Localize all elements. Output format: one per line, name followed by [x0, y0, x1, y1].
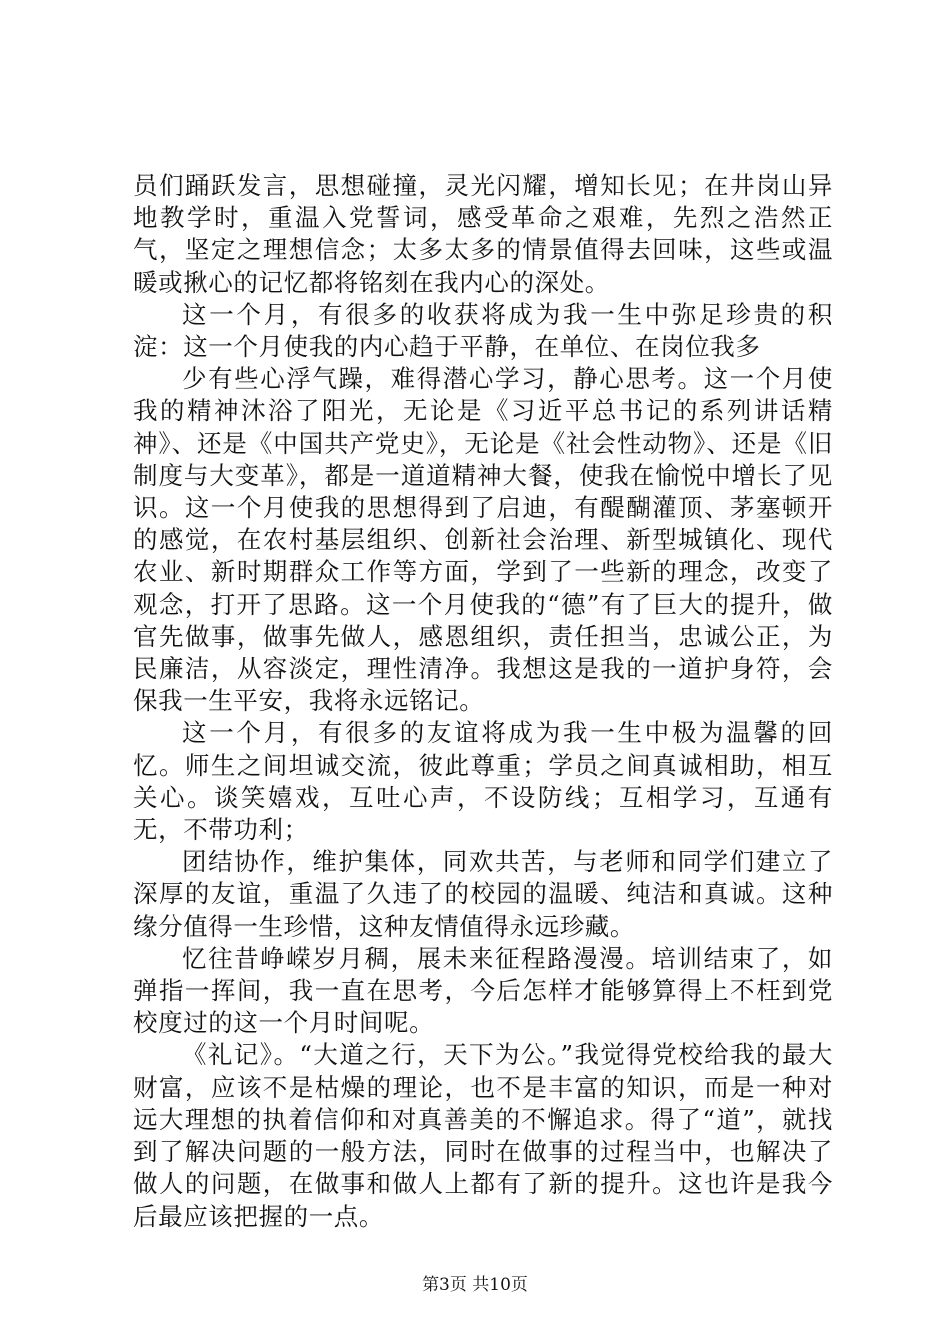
paragraph-3: 少有些心浮气躁，难得潜心学习，静心思考。这一个月使我的精神沐浴了阳光，无论是《习近平总书记的系列讲话精神》、还是《中国共产党史》，无论是《社会性动物》、还是《旧制度与大变革》，都是一道道精神大餐，使我在愉悦中增长了见识。这一个月使我的思想得到了启迪，有醍醐灌顶、茅塞顿开的感觉，在农村基层组织、创新社会治理、新型城镇化、现代农业、新时期群众工作等方面，学到了一些新的理念，改变了观念，打开了思路。这一个月使我的“德”有了巨大的提升，做官先做事，做事先做人，感恩组织，责任担当，忠诚公正，为民廉洁，从容淡定，理性清净。我想这是我的一道护身符，会保我一生平安，我将永远铭记。: [133, 364, 833, 716]
paragraph-5: 团结协作，维护集体，同欢共苦，与老师和同学们建立了深厚的友谊，重温了久违了的校园的温暖、纯洁和真诚。这种缘分值得一生珍惜，这种友情值得永远珍藏。: [133, 847, 833, 941]
paragraph-1: 员们踊跃发言，思想碰撞，灵光闪耀，增知长见；在井岗山异地教学时，重温入党誓词，感受革命之艰难，先烈之浩然正气，坚定之理想信念；太多太多的情景值得去回味，这些或温暖或揪心的记忆都将铭刻在我内心的深处。: [133, 171, 833, 297]
paragraph-6: 忆往昔峥嵘岁月稠，展未来征程路漫漫。培训结束了，如弹指一挥间，我一直在思考，今后怎样才能够算得上不枉到党校度过的这一个月时间呢。: [133, 943, 833, 1038]
paragraph-2: 这一个月，有很多的收获将成为我一生中弥足珍贵的积淀：这一个月使我的内心趋于平静，在单位、在岗位我多: [133, 299, 833, 362]
paragraph-4: 这一个月，有很多的友谊将成为我一生中极为温馨的回忆。师生之间坦诚交流，彼此尊重；学员之间真诚相助，相互关心。谈笑嬉戏，互吐心声，不设防线；互相学习，互通有无，不带功利；: [133, 718, 833, 845]
paragraph-7: 《礼记》。“大道之行，天下为公。”我觉得党校给我的最大财富，应该不是枯燥的理论，也不是丰富的知识，而是一种对远大理想的执着信仰和对真善美的不懈追求。得了“道”，就找到了解决问题的一般方法，同时在做事的过程当中，也解决了做人的问题，在做事和做人上都有了新的提升。这也许是我今后最应该把握的一点。: [133, 1040, 833, 1231]
document-body: [133, 170, 833, 1233]
page-number-footer: 第3页 共10页: [422, 1275, 528, 1295]
